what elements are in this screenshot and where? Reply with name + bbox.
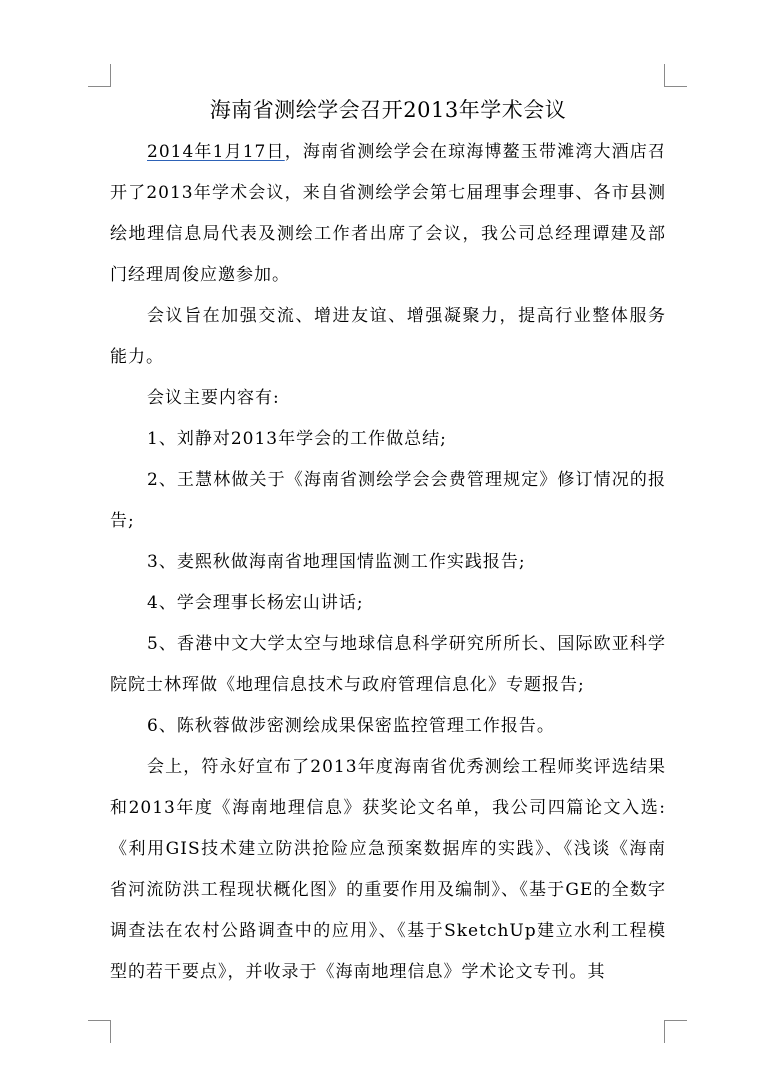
document-title: 海南省测绘学会召开2013年学术会议 [209, 98, 567, 122]
intro-paragraph [110, 132, 666, 296]
agenda-item-1: 1、刘静对2013年学会的工作做总结; [147, 429, 447, 449]
page-corner-mark-bottom-right [664, 1020, 687, 1043]
page-corner-mark-top-left [88, 64, 111, 87]
page-corner-mark-top-right [664, 64, 687, 87]
agenda-item-5: 5、香港中文大学太空与地球信息科学研究所所长、国际欧亚科学院院士林珲做《地理信息技术与政府管理信息化》专题报告; [110, 634, 666, 695]
agenda-item-6: 6、陈秋蓉做涉密测绘成果保密监控管理工作报告。 [147, 716, 555, 736]
intro-text: ，海南省测绘学会在琼海博鳌玉带滩湾大酒店召开了2013年学术会议，来自省测绘学会第七届理事会理事、各市县测绘地理信息局代表及测绘工作者出席了会议，我公司总经理谭建及部门经理周俊应邀参加。 [110, 142, 666, 285]
meeting-date: 2014年1月17日 [147, 142, 285, 162]
page-corner-mark-bottom-left [88, 1020, 111, 1043]
paragraph-purpose: 会议旨在加强交流、增进友谊、增强凝聚力，提高行业整体服务能力。 [110, 306, 666, 367]
document-body [110, 88, 666, 993]
paragraph-agenda-heading: 会议主要内容有: [147, 388, 280, 408]
agenda-item-3: 3、麦熙秋做海南省地理国情监测工作实践报告; [147, 552, 526, 572]
agenda-item-2: 2、王慧林做关于《海南省测绘学会会费管理规定》修订情况的报告; [110, 470, 666, 531]
agenda-item-4: 4、学会理事长杨宏山讲话; [147, 593, 364, 613]
paragraph-awards: 会上，符永好宣布了2013年度海南省优秀测绘工程师奖评选结果和2013年度《海南地理信息》获奖论文名单，我公司四篇论文入选:《利用GIS技术建立防洪抢险应急预案数据库的实践》、《浅谈《海南省河流防洪工程现状概化图》的重要作用及编制》、《基于GE的全数字调查法在农村公路调查中的应用》、《基于SketchUp建立水利工程模型的若干要点》，并收录于《海南地理信息》学术论文专刊。其 [110, 757, 666, 982]
